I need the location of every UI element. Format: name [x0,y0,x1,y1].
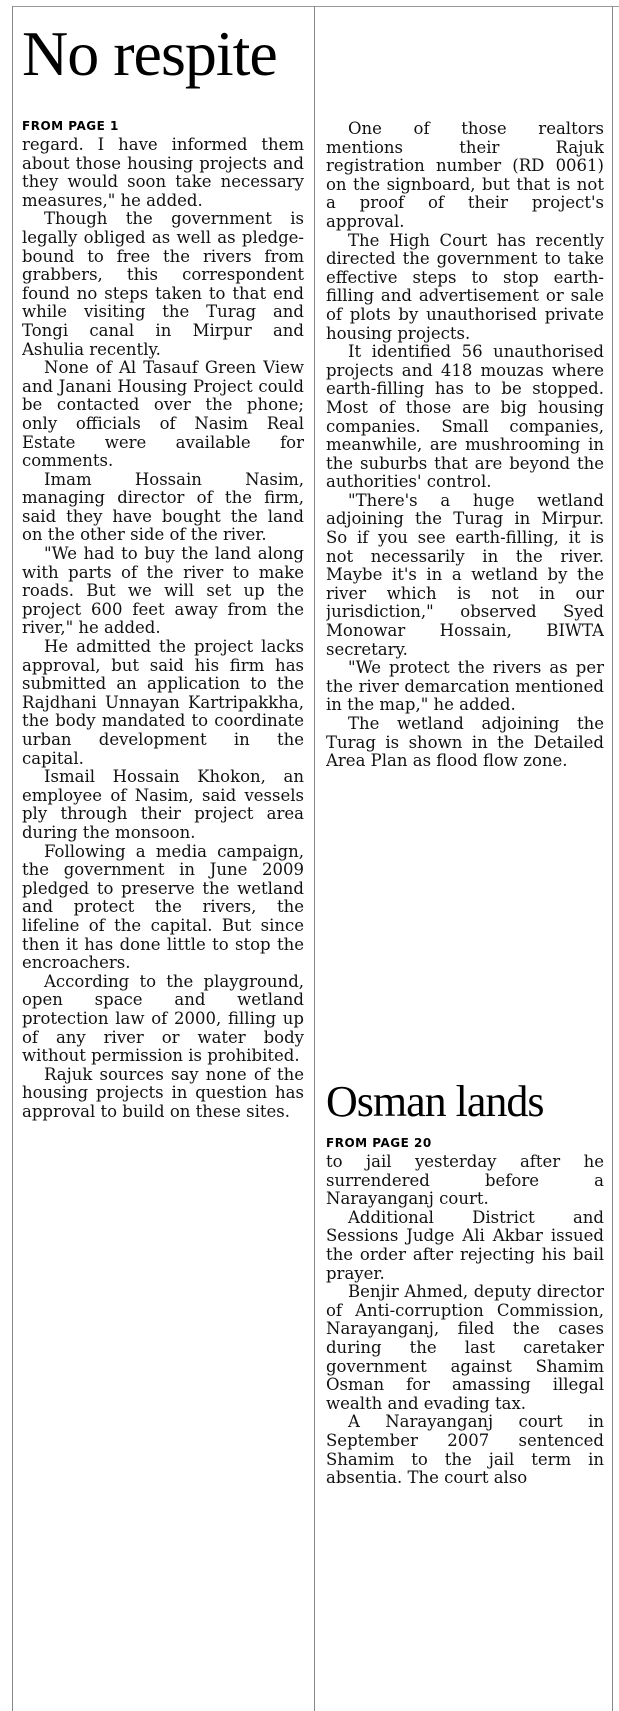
article-paragraph: One of those realtors mentions their Rajuk registration number (RD 0061) on the signboard, but that is not a proof of their project's approval. [326,120,604,231]
article-paragraph: "We protect the rivers as per the river demarcation mentioned in the map," he added. [326,658,604,715]
right-column-rule [612,6,613,1711]
article-paragraph: "We had to buy the land along with parts of the river to make roads. But we will set up the project 600 feet away from the river," he added. [22,544,304,638]
article-column-2 [326,120,604,1072]
article-paragraph: to jail yesterday after he surrendered before a Narayanganj court. [326,1153,604,1209]
second-headline: Osman lands [326,1077,544,1126]
left-column-rule [12,6,13,1711]
article-paragraph: The High Court has recently directed the government to take effective steps to stop earth-filling and advertisement or sale of plots by unauthorised private housing projects. [326,230,604,343]
article-paragraph: "There's a huge wetland adjoining the Turag in Mirpur. So if you see earth-filling, it is not necessarily in the river. Maybe it's in a wetland by the river which is not in our jurisdiction," observed Syed Monowar Hossain, BIWTA secretary. [326,490,604,659]
second-article-body [326,1153,604,1711]
article-paragraph: It identified 56 unauthorised projects and 418 mouzas where earth-filling has to be stopped. Most of those are big housing companies. Small companies, meanwhile, are mushrooming in the suburbs that are beyond the authorities' control. [326,342,604,492]
top-rule [12,0,619,7]
article-column-1 [22,136,304,1711]
column-divider [314,6,315,1711]
article-paragraph: Benjir Ahmed, deputy director of Anti-corruption Commission, Narayanganj, filed the cases during the last caretaker government against Shamim Osman for amassing illegal wealth and evading tax. [326,1282,604,1413]
article-paragraph: None of Al Tasauf Green View and Janani Housing Project could be contacted over the phone; only officials of Nasim Real Estate were available for comments. [22,358,304,471]
article-paragraph: regard. I have informed them about those housing projects and they would soon take necessary measures," he added. [22,136,304,210]
article-paragraph: Additional District and Sessions Judge Ali Akbar issued the order after rejecting his bail prayer. [326,1207,604,1283]
article-paragraph: According to the playground, open space and wetland protection law of 2000, filling up of any river or water body without permission is prohibited. [22,971,304,1066]
article-paragraph: Following a media campaign, the government in June 2009 pledged to preserve the wetland and protect the rivers, the lifeline of the capital. But since then it has done little to stop the encroachers. [22,841,304,973]
article-paragraph: The wetland adjoining the Turag is shown in the Detailed Area Plan as flood flow zone. [326,714,604,771]
continuation-kicker: FROM PAGE 20 [326,1136,432,1150]
article-paragraph: A Narayanganj court in September 2007 sentenced Shamim to the jail term in absentia. The court also [326,1412,604,1488]
article-paragraph: He admitted the project lacks approval, but said his firm has submitted an application to the Rajdhani Unnayan Kartripakkha, the body mandated to coordinate urban development in the capital. [22,637,304,768]
article-paragraph: Imam Hossain Nasim, managing director of the firm, said they have bought the land on the other side of the river. [22,469,304,545]
continuation-kicker: FROM PAGE 1 [22,119,119,133]
main-headline: No respite [22,18,277,89]
article-paragraph: Though the government is legally obliged as well as pledge-bound to free the rivers from grabbers, this correspondent found no steps taken to that end while visiting the Turag and Tongi canal in Mirpur and Ashulia recently. [22,209,304,359]
article-paragraph: Ismail Hossain Khokon, an employee of Nasim, said vessels ply through their project area during the monsoon. [22,767,304,842]
article-paragraph: Rajuk sources say none of the housing projects in question has approval to build on these sites. [22,1064,304,1121]
